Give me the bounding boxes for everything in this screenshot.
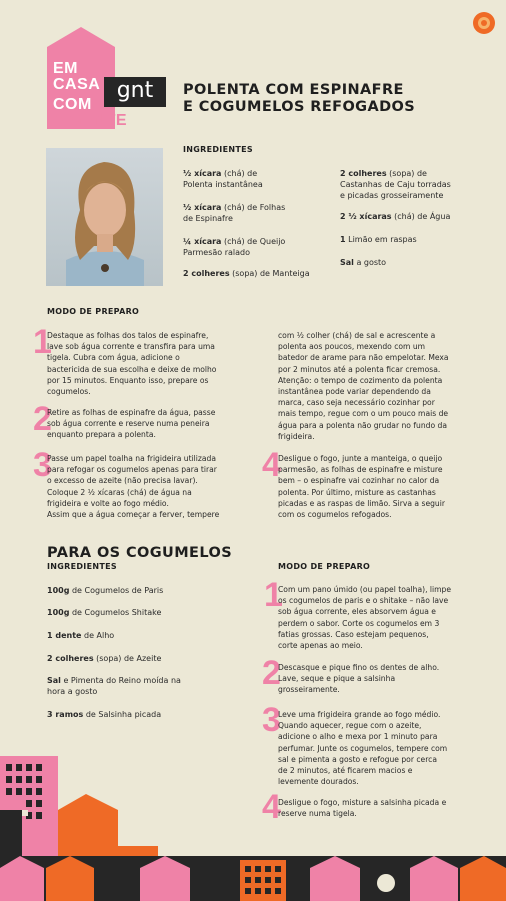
- mushrooms-ingredients-heading: INGREDIENTES: [47, 562, 117, 571]
- polenta-step-1: Destaque as folhas dos talos de espinafre, lave sob água corrente e transfira para uma tigela. Cubra com água, adicione o bactericida de sua escolha e deixe de molho por 15 minutos. Enquanto isso, prepare os cogumelos.: [47, 331, 217, 397]
- decorative-buildings: [0, 750, 506, 901]
- polenta-step-3: Passe um papel toalha na frigideira utilizada para refogar os cogumelos apenas para tirar o excesso de azeite (não precisa lavar). Coloque 2 ½ xícaras (chá) de água na frigideira e volte ao fogo médio. Assim que a água começar a ferver, tempere: [47, 454, 220, 520]
- polenta-ingredient: 2 colheres (sopa) de Castanhas de Caju torradas e picadas grosseiramente: [340, 169, 451, 200]
- mushroom-ingredient: Sal e Pimenta do Reino moída na hora a gosto: [47, 676, 181, 696]
- polenta-ingredient: Sal a gosto: [340, 258, 387, 267]
- title-line-2: E COGUMELOS REFOGADOS: [183, 99, 416, 115]
- step-number: 4: [262, 446, 281, 484]
- logo-line-em: EM: [53, 60, 78, 77]
- logo-line-a-gente: A GENTE: [53, 112, 128, 129]
- polenta-step-4: Desligue o fogo, junte a manteiga, o queijo parmesão, as folhas de espinafre e misture bem – o espinafre vai cozinhar no calor da polenta. Por último, misture as castanhas picadas e as raspas de limão. Sirva a seguir com os cogumelos refogados.: [278, 454, 445, 520]
- mushroom-ingredient: 100g de Cogumelos Shitake: [47, 608, 162, 617]
- logo-line-casa: CASA: [53, 76, 101, 93]
- mushroom-step-4: Desligue o fogo, misture a salsinha picada e reserve numa tigela.: [278, 798, 447, 819]
- polenta-ingredient: ¼ xícara (chá) de Queijo Parmesão ralado: [183, 237, 286, 257]
- mushroom-ingredient: 100g de Cogumelos de Paris: [47, 586, 164, 595]
- mushroom-ingredient: 3 ramos de Salsinha picada: [47, 710, 162, 719]
- polenta-step-3-continued: com ½ colher (chá) de sal e acrescente a polenta aos poucos, mexendo com um batedor de arame para não empelotar. Mexa por 2 minutos até a polenta ficar cremosa. Atenção: o tempo de cozimento da polenta instantânea pode variar dependendo da marca, caso seja necessário cozinhar por mais tempo, regue com o um pouco mais de água para a polenta não grudar no fundo da frigideira.: [278, 331, 449, 441]
- step-number: 2: [33, 400, 52, 438]
- step-number: 3: [262, 701, 281, 739]
- polenta-ingredient: ½ xícara (chá) de Folhas de Espinafre: [183, 203, 286, 223]
- mushrooms-heading: PARA OS COGUMELOS: [47, 545, 233, 561]
- polenta-ingredient: 1 Limão em raspas: [340, 235, 417, 244]
- step-number: 1: [264, 576, 283, 614]
- mushroom-ingredient: 1 dente de Alho: [47, 631, 115, 640]
- mushroom-step-2: Descasque e pique fino os dentes de alho. Lave, seque e pique a salsinha grosseiramente.: [278, 663, 440, 695]
- polenta-method-heading: MODO DE PREPARO: [47, 307, 140, 316]
- title-line-1: POLENTA COM ESPINAFRE: [183, 82, 404, 98]
- polenta-ingredient: 2 colheres (sopa) de Manteiga: [183, 269, 310, 278]
- step-number: 2: [262, 654, 281, 692]
- mushrooms-method-heading: MODO DE PREPARO: [278, 562, 371, 571]
- polenta-step-2: Retire as folhas de espinafre da água, passe sob água corrente e reserve numa peneira enquanto prepara a polenta.: [47, 408, 216, 440]
- polenta-ingredient: ½ xícara (chá) de Polenta instantânea: [183, 169, 263, 189]
- mushroom-ingredient: 2 colheres (sopa) de Azeite: [47, 654, 162, 663]
- polenta-ingredients-heading: INGREDIENTES: [183, 145, 253, 154]
- step-number: 4: [262, 788, 281, 826]
- gnt-channel-logo: gnt: [104, 77, 166, 107]
- step-number: 1: [33, 323, 52, 361]
- chef-photo: [46, 148, 163, 286]
- left-building: [0, 756, 58, 860]
- step-number: 3: [33, 446, 52, 484]
- recipe-title: [183, 82, 483, 116]
- logo-line-com: COM: [53, 96, 92, 113]
- mushroom-step-3: Leve uma frigideira grande ao fogo médio. Quando aquecer, regue com o azeite, adicione o alho e mexa por 1 minuto para perfumar. Junte os cogumelos, tempere com sal e pimenta a gosto e refogue por cerca de 2 minutos, até ficarem macios e levemente dourados.: [278, 710, 448, 787]
- polenta-ingredient: 2 ½ xícaras (chá) de Água: [340, 212, 451, 221]
- mushroom-step-1: Com um pano úmido (ou papel toalha), limpe os cogumelos de paris e o shitake – não lave sob água corrente, eles absorvem água e perdem o sabor. Corte os cogumelos em 3 fatias grossas. Caso estejam pequenos, corte apenas ao meio.: [278, 585, 452, 651]
- globo-icon: [473, 12, 495, 34]
